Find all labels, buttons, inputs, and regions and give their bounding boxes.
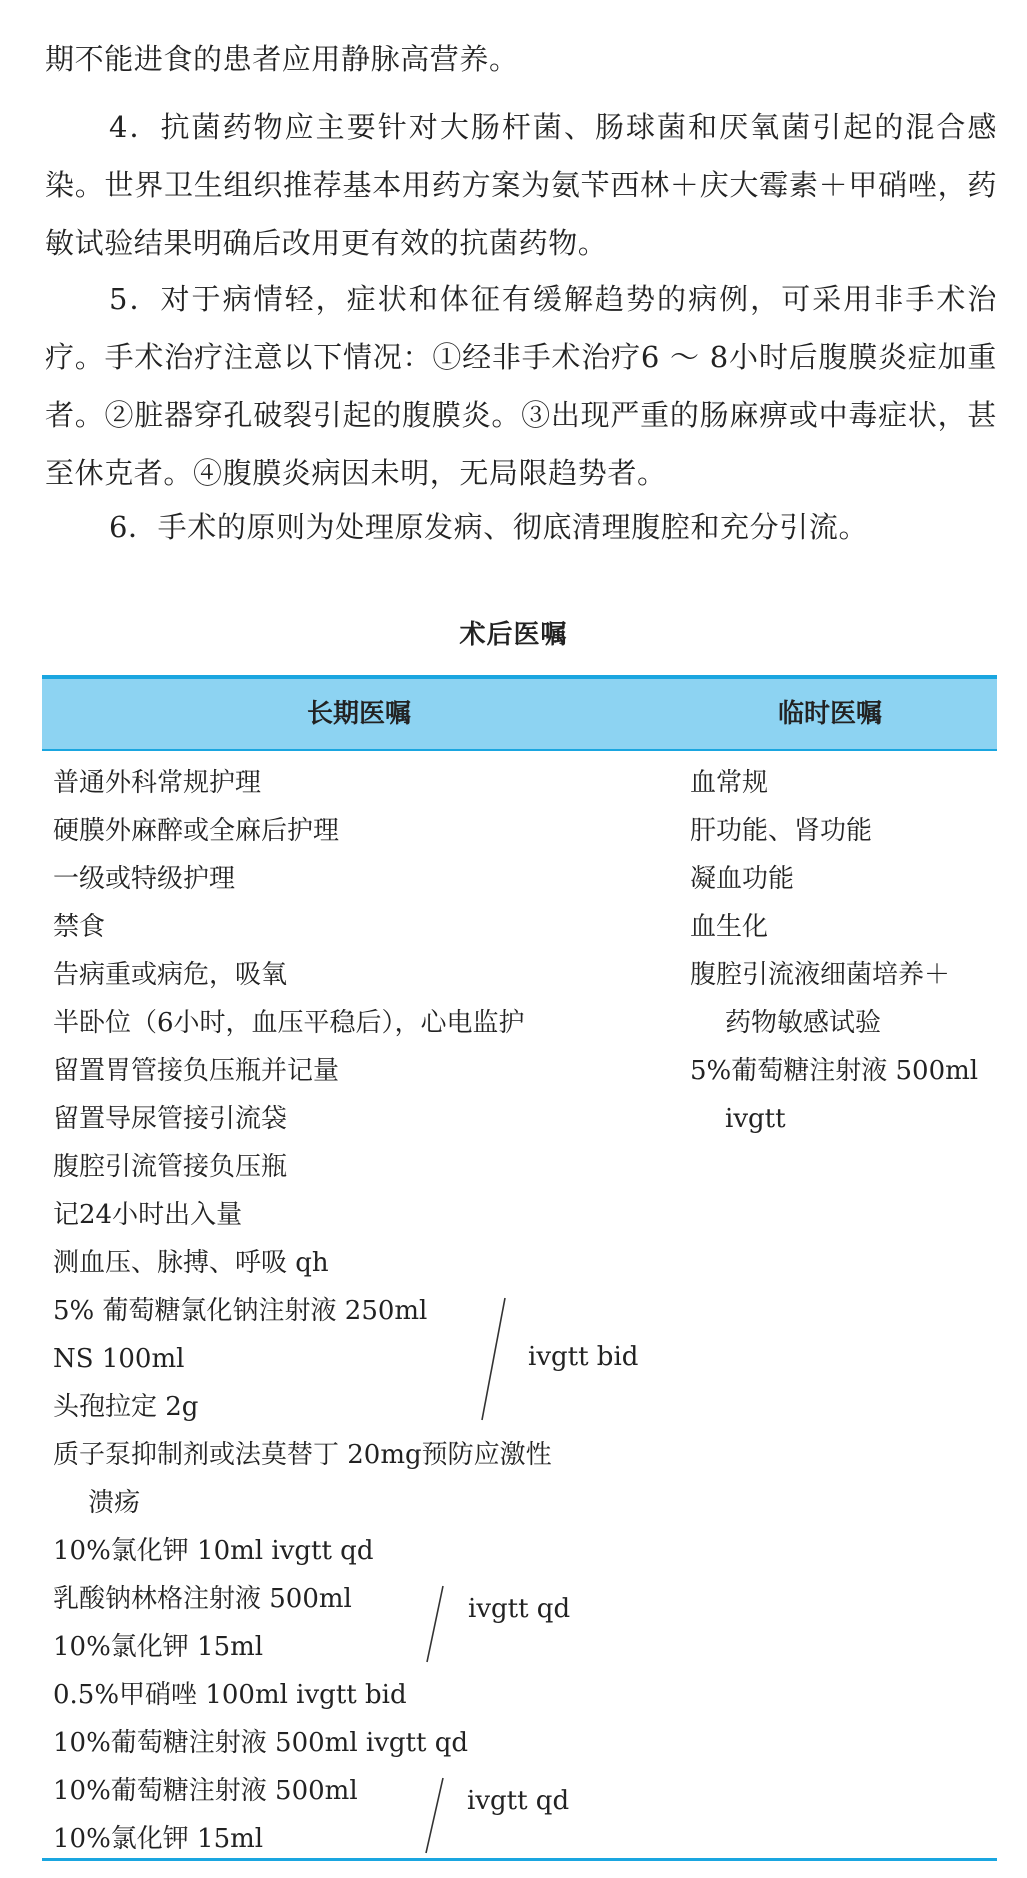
temporary-order-row: 肝功能、肾功能	[690, 816, 873, 846]
body-paragraph: 6．手术的原则为处理原发病、彻底清理腹腔和充分引流。	[109, 510, 869, 544]
long-term-order-row: 留置胃管接负压瓶并记量	[53, 1056, 340, 1086]
table-bottom-rule	[42, 1858, 997, 1861]
temporary-order-row: 血生化	[690, 912, 769, 942]
long-term-order-row: 普通外科常规护理	[53, 768, 262, 798]
long-term-order-row: 10%氯化钾 10ml ivgtt qd	[53, 1536, 374, 1566]
long-term-order-row: 5% 葡萄糖氯化钠注射液 250ml	[53, 1296, 428, 1326]
long-term-order-row: 告病重或病危，吸氧	[53, 960, 288, 990]
header-long-term: 长期医嘱	[307, 699, 412, 729]
temporary-order-row: ivgtt	[725, 1104, 786, 1134]
long-term-order-row: 10%葡萄糖注射液 500ml ivgtt qd	[53, 1728, 469, 1758]
long-term-order-row: 硬膜外麻醉或全麻后护理	[53, 816, 340, 846]
long-term-order-row: 溃疡	[88, 1488, 141, 1518]
long-term-order-row: 禁食	[53, 912, 106, 942]
brace-slash	[482, 1298, 505, 1420]
temporary-order-row: 5%葡萄糖注射液 500ml	[690, 1056, 979, 1086]
long-term-order-row: 半卧位（6小时，血压平稳后），心电监护	[53, 1008, 525, 1038]
body-paragraph: 4．抗菌药物应主要针对大肠杆菌、肠球菌和厌氧菌引起的混合感染。世界卫生组织推荐基本用药方案为氨苄西林＋庆大霉素＋甲硝唑，药敏试验结果明确后改用更有效的抗菌药物。	[45, 110, 997, 260]
temporary-order-row: 血常规	[690, 768, 769, 798]
long-term-order-row: 10%氯化钾 15ml	[53, 1632, 264, 1662]
temporary-order-row: 腹腔引流液细菌培养＋	[690, 960, 951, 990]
long-term-order-row: 10%氯化钾 15ml	[53, 1824, 264, 1854]
brace-route-label: ivgtt bid	[528, 1342, 639, 1372]
long-term-order-row: 一级或特级护理	[53, 864, 236, 894]
header-temporary: 临时医嘱	[778, 699, 883, 729]
long-term-order-row: 10%葡萄糖注射液 500ml	[53, 1776, 358, 1806]
long-term-order-row: 留置导尿管接引流袋	[53, 1104, 288, 1134]
brace-route-label: ivgtt qd	[468, 1594, 571, 1624]
brace-route-label: ivgtt qd	[467, 1786, 570, 1816]
long-term-order-row: 头孢拉定 2g	[53, 1392, 199, 1422]
long-term-order-row: 记24小时出入量	[53, 1200, 243, 1230]
temporary-order-row: 药物敏感试验	[725, 1008, 882, 1038]
brace-slash	[427, 1586, 443, 1662]
body-paragraph: 期不能进食的患者应用静脉高营养。	[45, 42, 519, 76]
long-term-order-row: 质子泵抑制剂或法莫替丁 20mg预防应激性	[53, 1440, 552, 1470]
temporary-order-row: 凝血功能	[690, 864, 795, 894]
table-title: 术后医嘱	[459, 620, 568, 650]
long-term-order-row: NS 100ml	[53, 1344, 185, 1374]
long-term-order-row: 0.5%甲硝唑 100ml ivgtt bid	[53, 1680, 407, 1710]
long-term-order-row: 乳酸钠林格注射液 500ml	[53, 1584, 352, 1614]
brace-slash	[426, 1778, 443, 1853]
body-paragraph: 5．对于病情轻，症状和体征有缓解趋势的病例，可采用非手术治疗。手术治疗注意以下情况：①经非手术治疗6 ～ 8小时后腹膜炎症加重者。②脏器穿孔破裂引起的腹膜炎。③出现严重的肠麻痹或中毒症状，甚至休克者。④腹膜炎病因未明，无局限趋势者。	[45, 282, 997, 490]
long-term-order-row: 测血压、脉搏、呼吸 qh	[53, 1248, 329, 1278]
long-term-order-row: 腹腔引流管接负压瓶	[53, 1152, 288, 1182]
